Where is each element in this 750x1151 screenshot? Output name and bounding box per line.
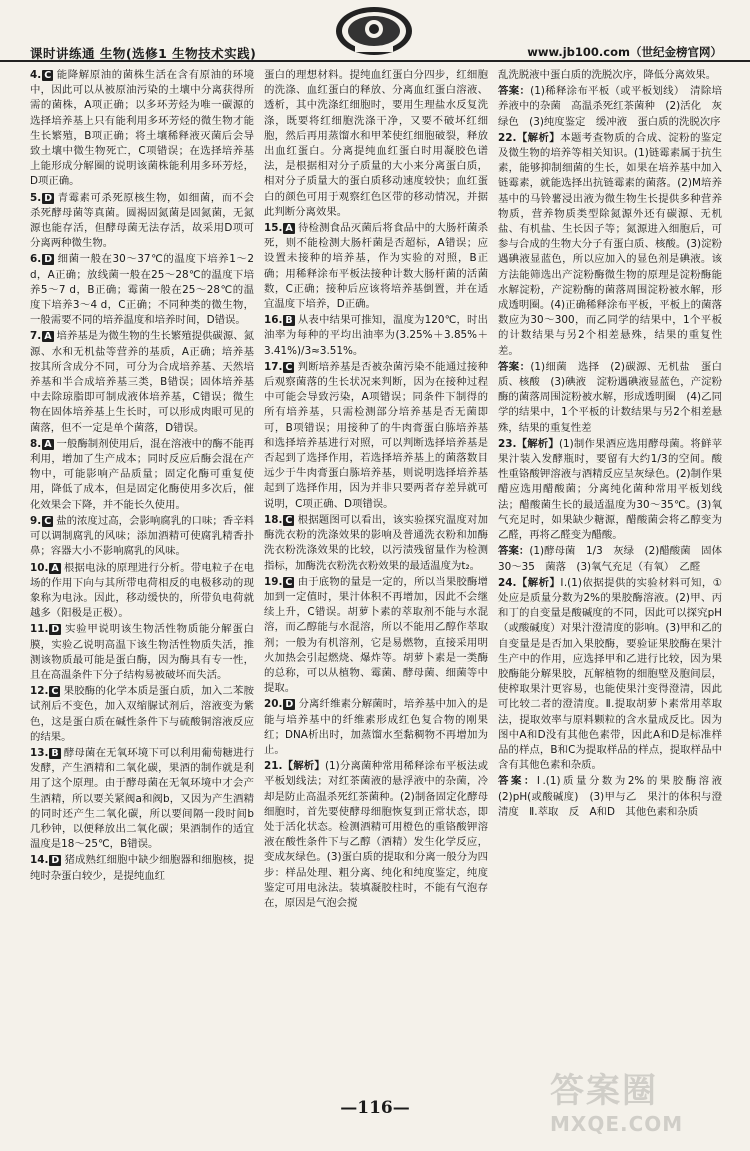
answer-text: 果胶酶的化学本质是蛋白质，加入二苯胺试剂后不变色，加入双缩脲试剂后，溶液变为紫色，这是蛋白质在碱性条件下与硫酸铜溶液反应的结果。 <box>30 685 254 743</box>
answer-letter-badge: D <box>44 254 53 266</box>
answer-letter-badge: B <box>51 747 59 759</box>
answer-text: (1)酵母菌 1/3 灰绿 (2)醋酸菌 固体 30～35 菌落 (3)氧气充足（有氧） 乙醛 <box>498 545 733 573</box>
answer-item <box>498 544 733 574</box>
question-number: 23. <box>498 437 517 450</box>
question-number: 11. <box>30 623 49 636</box>
analysis-label: 【解析】 <box>516 131 561 144</box>
answer-letter-badge: A <box>51 562 59 574</box>
answer-letter-badge: C <box>285 514 293 526</box>
answer-item <box>30 622 254 683</box>
watermark <box>550 1063 730 1136</box>
answer-text: 根据电泳的原理进行分析。带电粒子在电场的作用下向与其所带电荷相反的电极移动的现象称为电泳。因此，移动缓快的，所带负电荷就越多（阳极是正极）。 <box>30 561 254 620</box>
answer-text: 乱洗脱液中蛋白质的洗脱次序，降低分离效果。 <box>498 69 717 81</box>
book-title: 课时讲练通 生物(选修1 生物技术实践) <box>30 46 257 61</box>
answer-item <box>264 313 488 359</box>
answer-text: 一般酶制剂使用后，混在溶液中的酶不能再利用，增加了生产成本；同时反应后酶会混在产物中，可能影响产品质量；固定化酶可重复使用，降低了成本，但是固定化酶使用多次后，催化效果会下降，并不能长久使用。 <box>30 437 254 511</box>
analysis-label: 【解析】 <box>516 576 561 589</box>
page-number: —116— <box>340 1098 410 1118</box>
answer-item <box>30 437 254 513</box>
answer-letter-badge: D <box>51 855 60 867</box>
answer-text: 能降解原油的菌株生活在含有原油的环境中，因此可以从被原油污染的土壤中分离获得所需的菌株，A项正确；以多环芳烃为唯一碳源的选择培养基上只有能利用多环芳烃的微生物才能生长繁殖，B项正确；将土壤稀释液灭菌后会导致土壤中微生物死亡，C项错误；在选择培养基上能形成分解圈的说明该菌株能利用多环芳烃，D项正确。 <box>30 69 254 188</box>
answer-text: 培养基是为微生物的生长繁殖提供碳源、氮源、水和无机盐等营养的基质，A正确；培养基按其所含成分不同，可分为合成培养基、天然培养基和半合成培养基三类，B错误；固体培养基中去除琼脂即可制成液体培养基，C错误；微生物在固体培养基上生长时，可以形成肉眼可见的菌落，但不一定是单个菌落，D错误。 <box>30 330 254 434</box>
answer-letter-badge: A <box>44 331 52 343</box>
answer-text: (1)稀释涂布平板（或平板划线） 清除培养液中的杂菌 高温杀死红茶菌种 (2)活化 灰绿色 (3)纯度鉴定 缓冲液 蛋白质的洗脱次序 <box>498 85 722 128</box>
answer-text: 分离纤维素分解菌时，培养基中加入的是能与培养基中的纤维素形成红色复合物的刚果红；DNA析出时，加蒸馏水至黏稠物不再增加为止。 <box>264 698 488 756</box>
answer-letter-badge: C <box>44 515 52 527</box>
question-number: 24. <box>498 576 517 589</box>
answer-letter-badge: D <box>51 624 60 636</box>
answer-item <box>30 68 254 190</box>
question-number: 5. <box>30 191 42 204</box>
answer-letter-badge: C <box>285 361 293 373</box>
answer-text: 盐的浓度过高，会影响腐乳的口味；香辛料可以调制腐乳的风味；添加酒精可使腐乳精香扑鼻；容器大小不影响腐乳的风味。 <box>30 514 254 558</box>
watermark-title: 答案圈 <box>550 1071 658 1111</box>
question-number: 8. <box>30 437 42 450</box>
answer-text: 实验甲说明该生物活性物质能分解蛋白膜，实验乙说明高温下该生物活性物质失活，推测该物质最可能是蛋白酶，因为酶具有专一性，且在高温条件下分子结构易被破坏而失活。 <box>30 623 254 681</box>
answer-text: (1)分离菌种常用稀释涂布平板法或平板划线法；对红茶菌液的悬浮液中的杂菌，冷却是防止高温杀死红茶菌种。(2)制备固定化酵母细胞时，首先要使酵母细胞恢复到正常状态，即处于活化状态。检测酒精可用橙色的重铬酸钾溶液在酸性条件下与乙醇（酒精）发生化学反应，变成灰绿色。(3)蛋白质的提取和分离一般分为四步：样品处理、粗分离、纯化和纯度鉴定，纯度鉴定可用电泳法。装填凝胶柱时，不能有气泡存在，原因是气泡会搅 <box>264 760 489 909</box>
column-right <box>498 68 733 1098</box>
question-number: 4. <box>30 69 42 81</box>
answer-text: 酵母菌在无氧环境下可以利用葡萄糖进行发酵，产生酒精和二氧化碳，果酒的制作就是利用了这个原理。由于酵母菌在无氧环境中才会产生酒精，所以要关紧阀a和阀b，又因为产生酒精的同时还产生二氧化碳，所以要间隔一段时间b几秒钟，以便释放出二氧化碳；果酒制作的适宜温度是18～25℃，B错误。 <box>30 746 254 851</box>
answer-item <box>30 746 254 852</box>
answer-item <box>30 684 254 745</box>
answer-item <box>30 561 254 622</box>
answer-item <box>30 853 254 883</box>
question-number: 13. <box>30 746 49 759</box>
question-number: 21. <box>264 760 283 773</box>
answer-item <box>30 191 254 252</box>
website-url: www.jb100.com（世纪金榜官网） <box>527 45 722 59</box>
answer-letter-badge: C <box>51 686 59 698</box>
answer-item <box>498 84 722 130</box>
answer-text: (1)细菌 选择 (2)碳源、无机盐 蛋白质、核酸 (3)碘液 淀粉遇碘液显蓝色，产淀粉酶的菌落周围淀粉被水解，形成透明圈 (4)乙同学的结果中，1个平板的计数结果与另2个相差悬殊，结果的重复性差 <box>498 360 723 434</box>
analysis-label: 【解析】 <box>516 437 559 450</box>
answer-text: 待检测食品灭菌后将食品中的大肠杆菌杀死，则不能检测大肠杆菌是否超标，A错误；应设置未接种的培养基，作为实验的对照，B正确；用稀释涂布平板法接种计数大肠杆菌的活菌数，C正确；接种后应该将培养基倒置，并在适宜温度下培养，D正确。 <box>264 222 488 311</box>
answer-item <box>498 360 722 436</box>
page-header <box>0 0 750 62</box>
question-number: 16. <box>264 314 283 327</box>
answer-text: 根据题图可以看出，该实验探究温度对加酶洗衣粉的洗涤效果的影响及普通洗衣粉和加酶洗衣粉洗涤效果的比较，以污渍残留量作为检测指标，加酶洗衣粉洗衣粉效果的最适温度为t₂。 <box>264 513 488 572</box>
answer-letter-badge: A <box>44 438 52 450</box>
answer-label: 答案： <box>498 775 537 788</box>
watermark-domain: MXQE.COM <box>550 1112 684 1136</box>
answer-text: Ⅰ.(1)依据提供的实验材料可知，①处应是质量分数为2%的果胶酶溶液。(2)甲、丙和丁的自变量是酸碱度的不同，因此可以探究pH（或酸碱度）对果汁澄清度的影响。(3)甲和乙的自变量是是否加入果胶酶，要验证果胶酶在果汁生产中的作用，应选择甲和乙进行比较，因为果胶酶能分解果胶，瓦解植物的细胞壁及胞间层，使榨取果汁更容易，也能使果汁变得澄清，因此可比较二者的澄清度。Ⅱ.提取胡萝卜素常用萃取法，提取效率与原料颗粒的含水量成反比。因为图中A和D没有其他色素带，因此A和D是标准样品的样点，B和C为提取样品的样点，提取样品中含有其他色素和杂质。 <box>498 576 723 772</box>
answer-item <box>498 437 722 543</box>
answer-text: 青霉素可杀死原核生物，如细菌，而不会杀死酵母菌等真菌。圆褐固氮菌是固氮菌，无氮源也能存活，但酵母菌无法存活，故采用D项可分离两种微生物。 <box>30 191 254 250</box>
answer-item <box>264 513 488 574</box>
answer-text: 猪成熟红细胞中缺少细胞器和细胞核，提纯时杂蛋白较少，是提纯血红 <box>30 854 254 882</box>
answer-item <box>30 252 254 328</box>
answer-letter-badge: D <box>44 192 53 204</box>
answer-text: (1)制作果酒应选用酵母菌。将鲜苹果汁装入发酵瓶时，要留有大约1/3的空间。酸性重铬酸钾溶液与酒精反应呈灰绿色。(2)制作果醋应选用醋酸菌；分离纯化菌种常用平板划线法；醋酸菌生长的最适温度为30～35℃。(3)氧气充足时，如果缺少糖源，醋酸菌会将乙醇变为乙醛，再将乙醛变为醋酸。 <box>498 437 723 542</box>
analysis-label: 【解析】 <box>282 760 325 773</box>
question-number: 7. <box>30 330 42 343</box>
answer-text: 由于底物的量是一定的，所以当果胶酶增加到一定值时，果汁体积不再增加，因此不会继续上升，C错误。胡萝卜素的萃取剂不能与水混溶，而乙醇能与水混溶，所以不能用乙醇作萃取剂；一般为有机溶剂，它是易燃物，直接采用明火加热会引起燃烧、爆炸等。胡萝卜素是一类酶的总称，可以从植物、霉菌、酵母菌、细菌等中提取。 <box>264 575 488 695</box>
answer-item <box>498 774 733 820</box>
answer-label: 答案： <box>498 85 531 98</box>
answer-text: Ⅰ.(1)质量分数为2%的果胶酶溶液 (2)pH(或酸碱度) (3)甲与乙 果汁的体积与澄清度 Ⅱ.萃取 反 A和D 其他色素和杂质 <box>498 775 733 818</box>
column-middle <box>264 68 488 1098</box>
answer-item <box>264 575 488 697</box>
question-number: 9. <box>30 514 42 527</box>
question-number: 10. <box>30 561 49 574</box>
answer-label: 答案： <box>498 545 530 558</box>
answer-letter-badge: A <box>285 223 293 235</box>
answer-label: 答案： <box>498 360 531 373</box>
answer-item <box>30 514 254 560</box>
answer-letter-badge: C <box>285 576 293 588</box>
answer-item <box>30 329 254 435</box>
answer-text: 判断培养基是否被杂菌污染不能通过接种后观察菌落的生长状况来判断，因为在接种过程中可能会导致污染，A项错误；同条件下制得的所有培养基，只需检测部分培养基是否无菌即可，B项错误；用接种了的牛肉膏蛋白胨培养基和选择培养基进行对照，可以判断选择培养基是否起到了选择作用，若选择培养基上的菌落数目远少于牛肉膏蛋白胨培养基，则说明选择培养基起到了选择作用，因为并非只要两者存差异就可说明，C项正确、D项错误。 <box>264 360 488 510</box>
column-left <box>30 68 254 1098</box>
publisher-logo-icon <box>333 4 415 58</box>
answer-letter-badge: D <box>285 699 294 711</box>
answer-text: 蛋白的理想材料。提纯血红蛋白分四步，红细胞的洗涤、血红蛋白的释放、分离血红蛋白溶液、透析，其中洗涤红细胞时，要用生理盐水反复洗涤，既要将红细胞洗涤干净，又要不破坏红细胞，然后再用蒸馏水和甲苯使红细胞破裂，释放出血红蛋白。分离提纯血红蛋白时用凝胶色谱法，是根据相对分子质量的大小来分离蛋白质，相对分子质量大的蛋白质移动速度较快；血红蛋白的颜色可用于观察红色区带的移动情况，并据此判断分离效果。 <box>264 69 488 218</box>
answer-item <box>264 221 488 312</box>
answer-item <box>264 759 488 911</box>
answer-text: 细菌一般在30～37℃的温度下培养1～2 d，A正确；放线菌一般在25～28℃的温度下培养5～7 d，B正确；霉菌一般在25～28℃的温度下培养3～4 d，C正确；不同种类的微生物，一般需要不同的培养温度和培养时间，D错误。 <box>30 253 254 327</box>
answer-letter-badge: B <box>285 315 293 327</box>
question-number: 17. <box>264 360 283 373</box>
question-number: 22. <box>498 131 517 144</box>
answer-text: 从表中结果可推知，温度为120℃，时出油率为每种的平均出油率为(3.25%＋3.85%＋3.41%)/3≈3.51%。 <box>264 314 488 357</box>
answer-item <box>264 68 488 220</box>
answer-text: 本题考查物质的合成、淀粉的鉴定及微生物的培养等相关知识。(1)链霉素属于抗生素，能够抑制细菌的生长，如果在培养基中加入链霉素，就能选择出抗链霉素的菌落。(2)M培养基中的马铃薯浸出液为微生物生长提供多种营养物质，营养物质类型除氮源外还有碳源、无机盐、有机盐、生长因子等；氮源进入细胞后，可参与合成的生物大分子有蛋白质、核酸。(3)淀粉遇碘液显蓝色，所以应加入的显色剂是碘液。该方法能筛选出产淀粉酶微生物的原理是淀粉酶能水解淀粉，产淀粉酶的菌落周围淀粉被水解，形成透明圈。(4)正确稀释涂布平板，平板上的菌落数应为30～300，而乙同学的结果中，1个平板的计数结果与另2个相差悬殊，结果的重复性差。 <box>498 131 723 357</box>
question-number: 12. <box>30 685 49 698</box>
question-number: 14. <box>30 854 49 867</box>
answer-letter-badge: C <box>44 70 52 81</box>
question-number: 18. <box>264 513 283 526</box>
answer-item <box>264 360 488 512</box>
answer-columns <box>30 68 733 1098</box>
answer-item <box>264 697 488 758</box>
question-number: 20. <box>264 698 283 711</box>
answer-item <box>498 68 722 83</box>
answer-item <box>498 131 722 359</box>
question-number: 15. <box>264 222 283 235</box>
question-number: 6. <box>30 253 42 266</box>
question-number: 19. <box>264 575 283 588</box>
answer-item <box>498 576 722 774</box>
